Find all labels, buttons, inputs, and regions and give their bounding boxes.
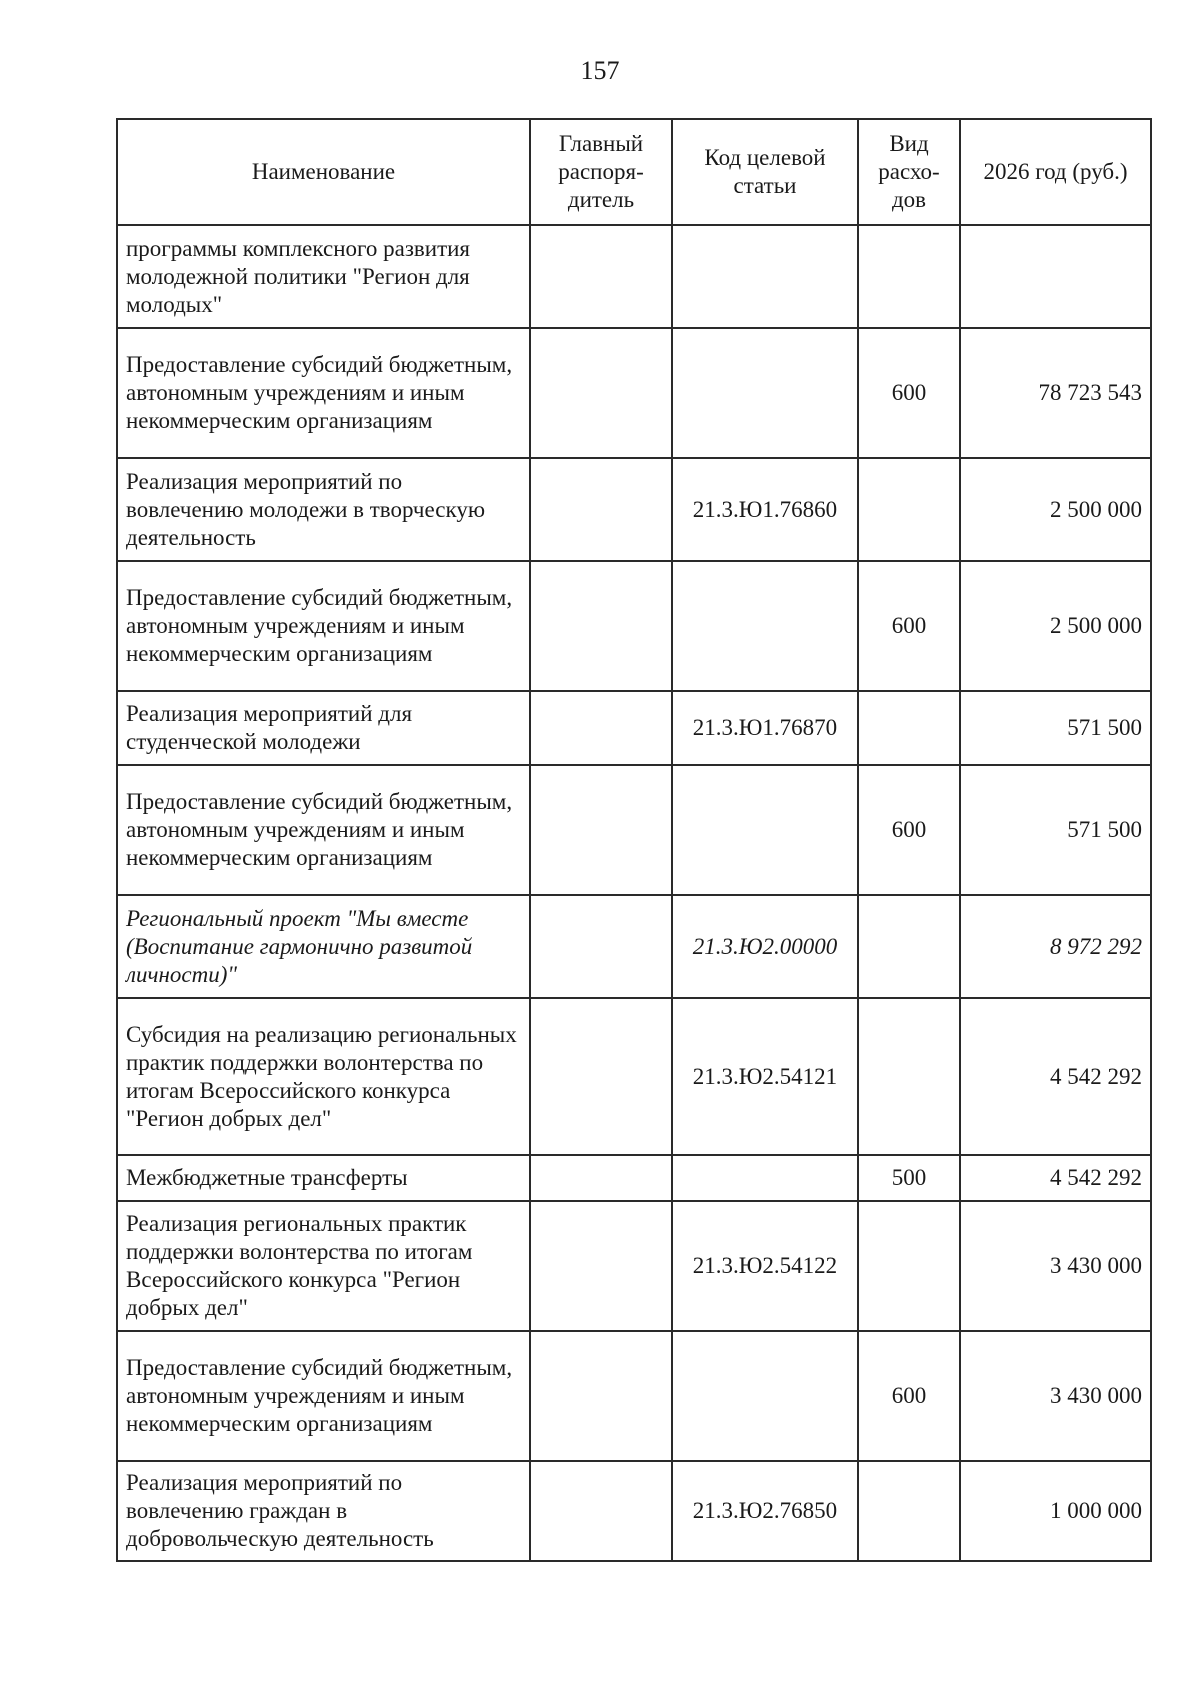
table-row xyxy=(117,225,1151,328)
row-name: Региональный проект "Мы вместе (Воспитание гармонично развитой личности)" xyxy=(117,895,530,998)
row-kind: 600 xyxy=(858,328,960,458)
budget-table xyxy=(116,118,1152,1562)
row-amount: 4 542 292 xyxy=(960,1155,1151,1201)
row-kind xyxy=(858,225,960,328)
row-code xyxy=(672,1155,858,1201)
row-kind xyxy=(858,895,960,998)
row-name: Предоставление субсидий бюджетным, автономным учреждениям и иным некоммерческим организациям xyxy=(117,1331,530,1461)
row-code xyxy=(672,225,858,328)
row-kind: 600 xyxy=(858,561,960,691)
row-name: программы комплексного развития молодежной политики "Регион для молодых" xyxy=(117,225,530,328)
row-admin xyxy=(530,895,672,998)
row-admin xyxy=(530,998,672,1155)
header-name: Наименование xyxy=(117,119,530,225)
row-kind xyxy=(858,1461,960,1561)
row-admin xyxy=(530,458,672,561)
row-name: Реализация региональных практик поддержки волонтерства по итогам Всероссийского конкурса "Регион добрых дел" xyxy=(117,1201,530,1331)
row-admin xyxy=(530,691,672,765)
table-row xyxy=(117,765,1151,895)
row-admin xyxy=(530,561,672,691)
row-name: Предоставление субсидий бюджетным, автономным учреждениям и иным некоммерческим организациям xyxy=(117,561,530,691)
table-row xyxy=(117,1331,1151,1461)
table-row xyxy=(117,998,1151,1155)
row-admin xyxy=(530,1331,672,1461)
row-amount: 78 723 543 xyxy=(960,328,1151,458)
table-row xyxy=(117,328,1151,458)
row-kind xyxy=(858,1201,960,1331)
row-code xyxy=(672,561,858,691)
row-admin xyxy=(530,328,672,458)
table-row xyxy=(117,1155,1151,1201)
header-amount: 2026 год (руб.) xyxy=(960,119,1151,225)
row-kind xyxy=(858,998,960,1155)
row-code: 21.3.Ю2.76850 xyxy=(672,1461,858,1561)
table-row xyxy=(117,561,1151,691)
row-admin xyxy=(530,225,672,328)
row-code xyxy=(672,765,858,895)
row-code: 21.3.Ю1.76870 xyxy=(672,691,858,765)
row-amount: 571 500 xyxy=(960,765,1151,895)
table-row-project xyxy=(117,895,1151,998)
row-kind: 500 xyxy=(858,1155,960,1201)
row-amount: 3 430 000 xyxy=(960,1331,1151,1461)
row-amount: 8 972 292 xyxy=(960,895,1151,998)
row-code: 21.3.Ю2.00000 xyxy=(672,895,858,998)
row-admin xyxy=(530,765,672,895)
table-row xyxy=(117,691,1151,765)
row-code xyxy=(672,328,858,458)
row-amount: 1 000 000 xyxy=(960,1461,1151,1561)
row-name: Реализация мероприятий по вовлечению молодежи в творческую деятельность xyxy=(117,458,530,561)
row-kind xyxy=(858,691,960,765)
row-admin xyxy=(530,1155,672,1201)
row-amount: 3 430 000 xyxy=(960,1201,1151,1331)
table-header-row xyxy=(117,119,1151,225)
row-name: Предоставление субсидий бюджетным, автономным учреждениям и иным некоммерческим организациям xyxy=(117,765,530,895)
table-row xyxy=(117,458,1151,561)
row-name: Реализация мероприятий по вовлечению граждан в добровольческую деятельность xyxy=(117,1461,530,1561)
row-name: Межбюджетные трансферты xyxy=(117,1155,530,1201)
header-admin: Главный распоря-дитель xyxy=(530,119,672,225)
header-code: Код целевой статьи xyxy=(672,119,858,225)
row-amount: 571 500 xyxy=(960,691,1151,765)
row-name: Предоставление субсидий бюджетным, автономным учреждениям и иным некоммерческим организациям xyxy=(117,328,530,458)
table-row xyxy=(117,1201,1151,1331)
page-number: 157 xyxy=(580,56,620,85)
row-amount: 4 542 292 xyxy=(960,998,1151,1155)
row-admin xyxy=(530,1201,672,1331)
row-amount: 2 500 000 xyxy=(960,458,1151,561)
row-code: 21.3.Ю2.54122 xyxy=(672,1201,858,1331)
row-code: 21.3.Ю2.54121 xyxy=(672,998,858,1155)
row-name: Субсидия на реализацию региональных практик поддержки волонтерства по итогам Всероссийского конкурса "Регион добрых дел" xyxy=(117,998,530,1155)
row-kind: 600 xyxy=(858,1331,960,1461)
table-row xyxy=(117,1461,1151,1561)
row-kind: 600 xyxy=(858,765,960,895)
row-admin xyxy=(530,1461,672,1561)
row-name: Реализация мероприятий для студенческой молодежи xyxy=(117,691,530,765)
row-code: 21.3.Ю1.76860 xyxy=(672,458,858,561)
row-amount xyxy=(960,225,1151,328)
row-kind xyxy=(858,458,960,561)
header-kind: Вид расхо-дов xyxy=(858,119,960,225)
row-code xyxy=(672,1331,858,1461)
row-amount: 2 500 000 xyxy=(960,561,1151,691)
